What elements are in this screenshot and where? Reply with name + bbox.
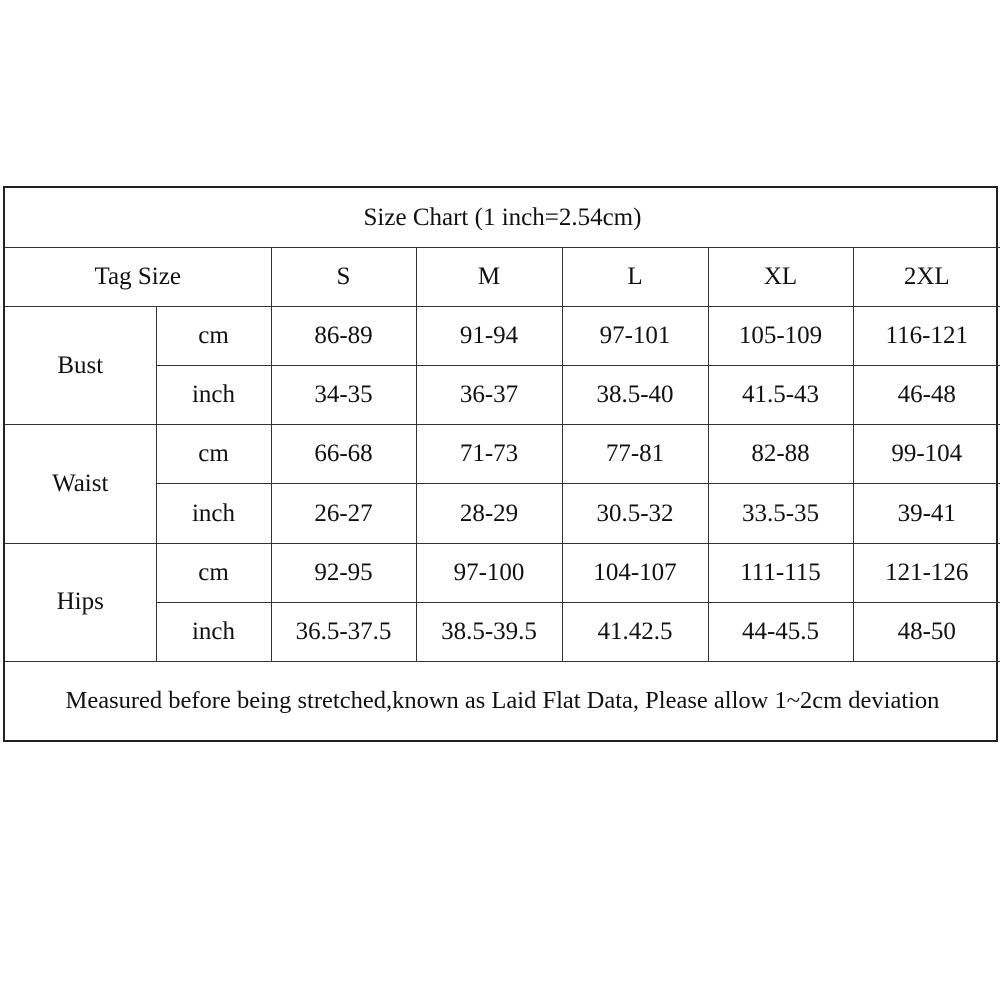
unit-label: inch — [156, 484, 271, 543]
table-cell: 91-94 — [416, 307, 562, 366]
table-cell: 36-37 — [416, 366, 562, 425]
size-chart-table — [5, 188, 1000, 740]
size-header-xl: XL — [708, 248, 853, 307]
size-header-2xl: 2XL — [853, 248, 1000, 307]
table-cell: 97-100 — [416, 543, 562, 602]
unit-label: cm — [156, 307, 271, 366]
table-cell: 44-45.5 — [708, 602, 853, 661]
table-cell: 48-50 — [853, 602, 1000, 661]
table-cell: 104-107 — [562, 543, 708, 602]
table-cell: 38.5-40 — [562, 366, 708, 425]
title-row — [5, 188, 1000, 248]
unit-label: inch — [156, 366, 271, 425]
table-cell: 121-126 — [853, 543, 1000, 602]
table-cell: 105-109 — [708, 307, 853, 366]
chart-title: Size Chart (1 inch=2.54cm) — [5, 188, 1000, 248]
table-cell: 97-101 — [562, 307, 708, 366]
table-cell: 41.42.5 — [562, 602, 708, 661]
measurement-label-hips: Hips — [5, 543, 156, 661]
header-row — [5, 248, 1000, 307]
size-chart-frame — [3, 186, 998, 742]
table-cell: 99-104 — [853, 425, 1000, 484]
unit-label: cm — [156, 543, 271, 602]
note-row — [5, 661, 1000, 740]
tag-size-header: Tag Size — [5, 248, 271, 307]
table-cell: 77-81 — [562, 425, 708, 484]
table-cell: 116-121 — [853, 307, 1000, 366]
table-cell: 28-29 — [416, 484, 562, 543]
table-cell: 111-115 — [708, 543, 853, 602]
table-row — [5, 307, 1000, 366]
table-cell: 86-89 — [271, 307, 416, 366]
size-header-s: S — [271, 248, 416, 307]
table-row — [5, 543, 1000, 602]
table-row — [5, 425, 1000, 484]
table-cell: 71-73 — [416, 425, 562, 484]
table-cell: 39-41 — [853, 484, 1000, 543]
table-cell: 92-95 — [271, 543, 416, 602]
table-cell: 41.5-43 — [708, 366, 853, 425]
table-cell: 33.5-35 — [708, 484, 853, 543]
table-cell: 26-27 — [271, 484, 416, 543]
table-cell: 38.5-39.5 — [416, 602, 562, 661]
size-header-l: L — [562, 248, 708, 307]
table-cell: 46-48 — [853, 366, 1000, 425]
table-cell: 34-35 — [271, 366, 416, 425]
unit-label: inch — [156, 602, 271, 661]
measurement-label-waist: Waist — [5, 425, 156, 543]
size-header-m: M — [416, 248, 562, 307]
table-cell: 36.5-37.5 — [271, 602, 416, 661]
measurement-label-bust: Bust — [5, 307, 156, 425]
table-cell: 66-68 — [271, 425, 416, 484]
table-cell: 82-88 — [708, 425, 853, 484]
unit-label: cm — [156, 425, 271, 484]
measurement-note: Measured before being stretched,known as Laid Flat Data, Please allow 1~2cm deviation — [5, 661, 1000, 740]
table-cell: 30.5-32 — [562, 484, 708, 543]
